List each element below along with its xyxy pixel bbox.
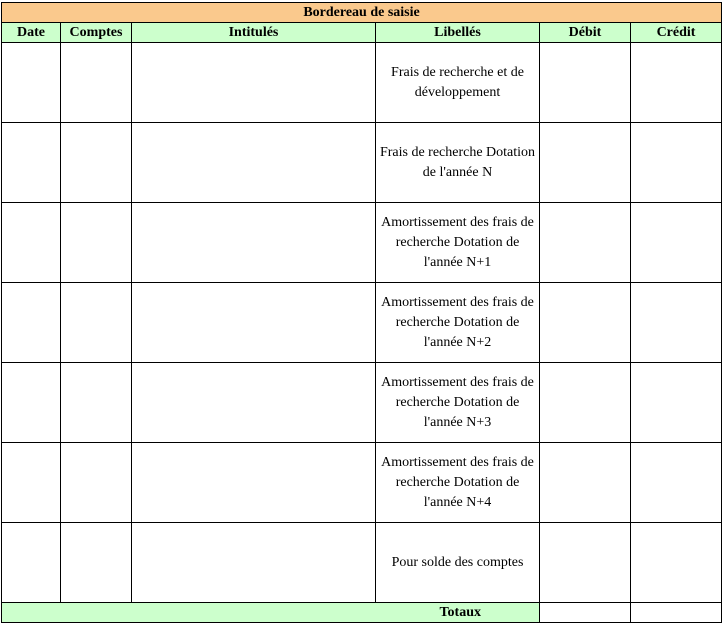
credit-cell[interactable] [631, 523, 722, 603]
compte-cell[interactable] [61, 203, 132, 283]
libelle-cell[interactable]: Amortissement des frais de recherche Dotation de l'année N+1 [376, 203, 540, 283]
compte-cell[interactable] [61, 123, 132, 203]
compte-cell[interactable] [61, 43, 132, 123]
debit-cell[interactable] [540, 443, 631, 523]
totals-label: Totaux [2, 603, 540, 623]
table-row [2, 363, 722, 443]
compte-cell[interactable] [61, 283, 132, 363]
libelle-cell[interactable]: Amortissement des frais de recherche Dotation de l'année N+4 [376, 443, 540, 523]
credit-cell[interactable] [631, 363, 722, 443]
date-cell[interactable] [2, 523, 61, 603]
compte-cell[interactable] [61, 443, 132, 523]
title-row [2, 3, 722, 23]
libelle-cell[interactable]: Frais de recherche Dotation de l'année N [376, 123, 540, 203]
total-debit-cell[interactable] [540, 603, 631, 623]
column-header-debit: Débit [540, 23, 631, 43]
intitule-cell[interactable] [132, 523, 376, 603]
credit-cell[interactable] [631, 123, 722, 203]
debit-cell[interactable] [540, 523, 631, 603]
header-row [2, 23, 722, 43]
intitule-cell[interactable] [132, 283, 376, 363]
column-header-intitules: Intitulés [132, 23, 376, 43]
libelle-cell[interactable]: Amortissement des frais de recherche Dotation de l'année N+3 [376, 363, 540, 443]
intitule-cell[interactable] [132, 123, 376, 203]
intitule-cell[interactable] [132, 43, 376, 123]
column-header-date: Date [2, 23, 61, 43]
debit-cell[interactable] [540, 203, 631, 283]
debit-cell[interactable] [540, 283, 631, 363]
table-row [2, 443, 722, 523]
date-cell[interactable] [2, 283, 61, 363]
bordereau-table [1, 2, 722, 623]
table-row [2, 43, 722, 123]
debit-cell[interactable] [540, 43, 631, 123]
total-credit-cell[interactable] [631, 603, 722, 623]
table-row [2, 203, 722, 283]
compte-cell[interactable] [61, 363, 132, 443]
table-row [2, 283, 722, 363]
table-row [2, 123, 722, 203]
credit-cell[interactable] [631, 43, 722, 123]
totals-row [2, 603, 722, 623]
date-cell[interactable] [2, 203, 61, 283]
date-cell[interactable] [2, 123, 61, 203]
date-cell[interactable] [2, 363, 61, 443]
credit-cell[interactable] [631, 203, 722, 283]
credit-cell[interactable] [631, 443, 722, 523]
column-header-libelles: Libellés [376, 23, 540, 43]
debit-cell[interactable] [540, 123, 631, 203]
debit-cell[interactable] [540, 363, 631, 443]
intitule-cell[interactable] [132, 363, 376, 443]
intitule-cell[interactable] [132, 443, 376, 523]
intitule-cell[interactable] [132, 203, 376, 283]
column-header-comptes: Comptes [61, 23, 132, 43]
libelle-cell[interactable]: Pour solde des comptes [376, 523, 540, 603]
date-cell[interactable] [2, 443, 61, 523]
date-cell[interactable] [2, 43, 61, 123]
table-row [2, 523, 722, 603]
libelle-cell[interactable]: Amortissement des frais de recherche Dotation de l'année N+2 [376, 283, 540, 363]
credit-cell[interactable] [631, 283, 722, 363]
column-header-credit: Crédit [631, 23, 722, 43]
form-title: Bordereau de saisie [2, 3, 722, 23]
libelle-cell[interactable]: Frais de recherche et de développement [376, 43, 540, 123]
compte-cell[interactable] [61, 523, 132, 603]
